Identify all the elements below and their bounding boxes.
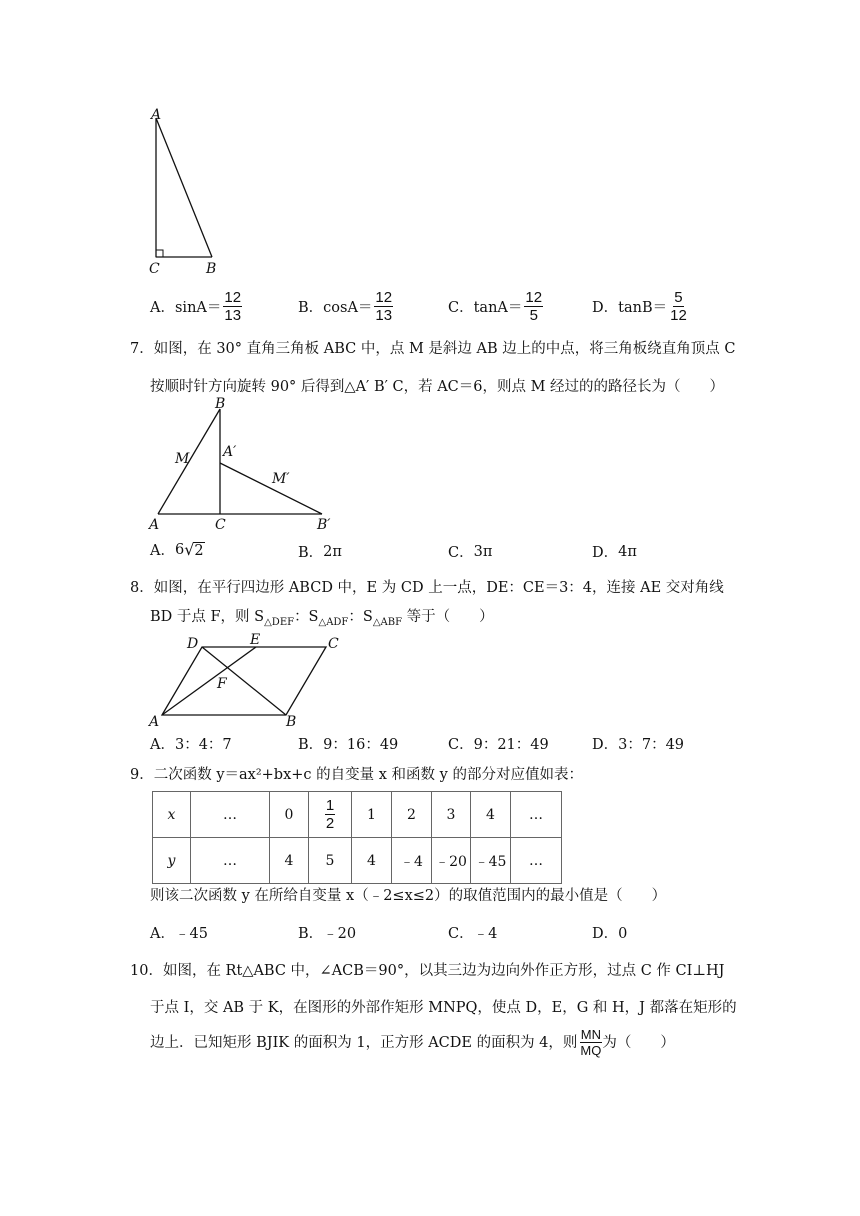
q6-label-a: A — [151, 107, 162, 123]
q9-value-table — [152, 791, 562, 884]
table-cell: … — [191, 792, 270, 838]
q7-label-m: M — [175, 451, 190, 467]
q8-option-c: C．9：21：49 — [448, 737, 549, 753]
q6-option-d: D． tanB＝ $\frac{5}{12}$ — [592, 289, 687, 324]
q7-label-m-prime: M′ — [272, 471, 290, 487]
q7-option-c: C． 3π — [448, 543, 493, 561]
q7-label-b: B — [215, 396, 226, 412]
table-cell: 4 — [352, 838, 392, 884]
q7-label-a-prime: A′ — [223, 444, 237, 460]
q8-label-f: F — [217, 676, 227, 692]
table-row — [153, 792, 562, 838]
q10-text-line2: 于点 I，交 AB 于 K，在图形的外部作矩形 MNPQ，使点 D，E，G 和 H，J 都落在矩形的 — [150, 1000, 737, 1016]
q8-option-b: B．9：16：49 — [298, 737, 399, 753]
q8-label-a: A — [149, 714, 160, 730]
table-row — [153, 838, 562, 884]
table-cell: ﹣45 — [471, 838, 511, 884]
q9-text-line2: 则该二次函数 y 在所给自变量 x（﹣2≤x≤2）的取值范围内的最小值是（ ） — [150, 888, 667, 904]
table-cell: 1 — [352, 792, 392, 838]
q7-option-a: A． 6 √ 2 — [150, 539, 204, 559]
q8-label-e: E — [250, 632, 261, 648]
q8-text-line2: BD 于点 F，则 $S_{\triangle DEF}$：$S_{\triangle ADF}$：$S_{\triangle ABF}$ 等于（ ） — [150, 609, 494, 628]
q9-text-line1: 9．二次函数 y＝ax²+bx+c 的自变量 x 和函数 y 的部分对应值如表： — [130, 767, 583, 783]
q7-label-c: C — [215, 517, 226, 533]
q10-text-line1: 10．如图，在 Rt△ABC 中，∠ACB＝90°，以其三边为边向外作正方形，过点 C 作 CI⊥HJ — [130, 963, 725, 979]
table-cell: 5 — [309, 838, 352, 884]
table-cell: 0 — [270, 792, 309, 838]
table-cell: 4 — [471, 792, 511, 838]
q7-text-line1: 7．如图，在 30° 直角三角板 ABC 中，点 M 是斜边 AB 边上的中点，将三角板绕直角顶点 C — [130, 341, 736, 357]
q7-text-line2: 按顺时针方向旋转 90° 后得到△A′ B′ C，若 AC＝6，则点 M 经过的的路径长为（ ） — [150, 379, 725, 395]
q9-option-c: C．﹣4 — [448, 926, 498, 942]
q9-option-a: A．﹣45 — [150, 926, 208, 942]
table-cell: x — [153, 792, 191, 838]
q7-label-a: A — [149, 517, 160, 533]
q9-option-b: B．﹣20 — [298, 926, 357, 942]
table-cell: 3 — [432, 792, 471, 838]
table-cell: 2 — [392, 792, 432, 838]
table-cell: y — [153, 838, 191, 884]
q7-option-b: B． 2π — [298, 543, 342, 561]
q8-text-line1: 8．如图，在平行四边形 ABCD 中，E 为 CD 上一点，DE：CE＝3：4，连接 AE 交对角线 — [130, 580, 724, 596]
table-cell: $\frac{1}{2}$ — [309, 792, 352, 838]
q7-label-b-prime: B′ — [317, 517, 331, 533]
q10-text-line3: 边上．已知矩形 BJIK 的面积为 1，正方形 ACDE 的面积为 4，则 $\frac{MN}{MQ}$ 为（ ） — [150, 1027, 675, 1058]
q8-parallelogram-figure — [140, 630, 350, 730]
q6-option-c: C． tanA＝ $\frac{12}{5}$ — [448, 289, 543, 324]
q9-option-d: D．0 — [592, 926, 628, 942]
q6-label-b: B — [206, 261, 217, 277]
q6-triangle-figure — [140, 105, 230, 277]
q6-label-c: C — [149, 261, 160, 277]
q7-rotation-figure — [140, 393, 350, 533]
q8-label-d: D — [187, 636, 199, 652]
q8-label-b: B — [286, 714, 297, 730]
table-cell: … — [191, 838, 270, 884]
table-cell: 4 — [270, 838, 309, 884]
table-cell: ﹣4 — [392, 838, 432, 884]
q8-option-d: D．3：7：49 — [592, 737, 685, 753]
q8-option-a: A．3：4：7 — [150, 737, 232, 753]
q6-option-a: A． sinA＝ $\frac{12}{13}$ — [150, 289, 242, 324]
q8-label-c: C — [328, 636, 339, 652]
table-cell: … — [511, 792, 562, 838]
q7-option-d: D． 4π — [592, 543, 637, 561]
table-cell: … — [511, 838, 562, 884]
q6-option-b: B． cosA＝ $\frac{12}{13}$ — [298, 289, 393, 324]
table-cell: ﹣20 — [432, 838, 471, 884]
